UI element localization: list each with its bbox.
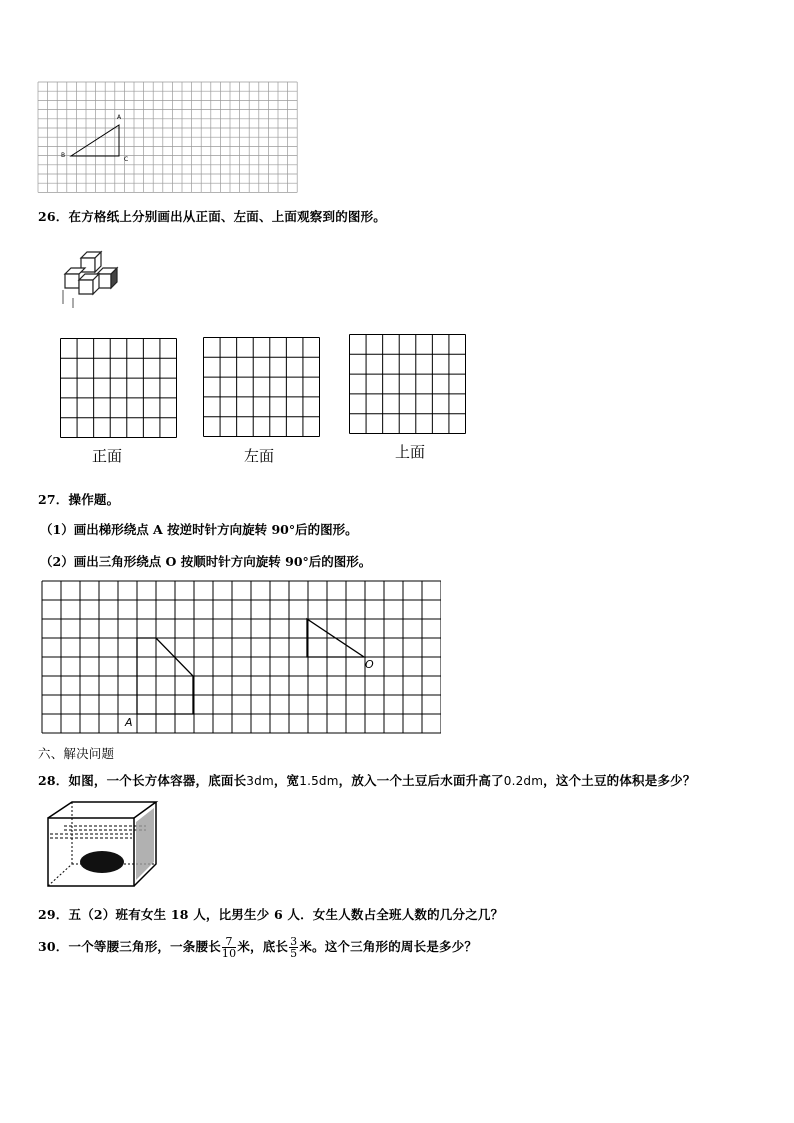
q26-cube-stack-figure bbox=[55, 248, 130, 313]
point-o-label: O bbox=[365, 658, 374, 671]
section-six-title: 六、解决问题 bbox=[38, 746, 115, 761]
q26-text: 26．在方格纸上分别画出从正面、左面、上面观察到的图形。 bbox=[38, 209, 386, 224]
q25-grid-figure bbox=[37, 81, 302, 196]
caption-top: 上面 bbox=[395, 443, 426, 461]
fraction-three-fifths: $\frac{3}{5}$ bbox=[290, 935, 298, 960]
q30-text: 30．一个等腰三角形，一条腰长 $\frac{7}{10}$ 米，底长 $\frac{3}{5}$ 米。这个三角形的周长是多少？ bbox=[38, 935, 478, 960]
caption-left: 左面 bbox=[244, 447, 275, 465]
caption-front: 正面 bbox=[92, 447, 123, 465]
q27-sub1: （1）画出梯形绕点 A 按逆时针方向旋转 90°后的图形。 bbox=[40, 522, 358, 537]
q25-label-a: A bbox=[117, 114, 122, 121]
q25-label-b: B bbox=[61, 152, 66, 159]
q27-title: 27．操作题。 bbox=[38, 492, 120, 507]
q25-label-c: C bbox=[124, 156, 129, 163]
q25-triangle-shape bbox=[71, 125, 119, 156]
q27-grid-figure bbox=[41, 580, 441, 735]
q28-container-figure bbox=[42, 798, 160, 890]
potato-shape bbox=[80, 851, 124, 873]
q27-sub2: （2）画出三角形绕点 O 按顺时针方向旋转 90°后的图形。 bbox=[40, 554, 372, 569]
point-a-label: A bbox=[125, 716, 133, 729]
q29-text: 29．五（2）班有女生 18 人，比男生少 6 人．女生人数占全班人数的几分之几？ bbox=[38, 907, 504, 922]
q28-text: 28．如图，一个长方体容器，底面长3dm，宽1.5dm，放入一个土豆后水面升高了0.2dm，这个土豆的体积是多少？ bbox=[38, 773, 696, 788]
q26-grid-left bbox=[203, 337, 320, 437]
q26-grid-front bbox=[60, 338, 177, 438]
fraction-seven-tenths: $\frac{7}{10}$ bbox=[221, 935, 237, 960]
q26-grid-top bbox=[349, 334, 466, 434]
